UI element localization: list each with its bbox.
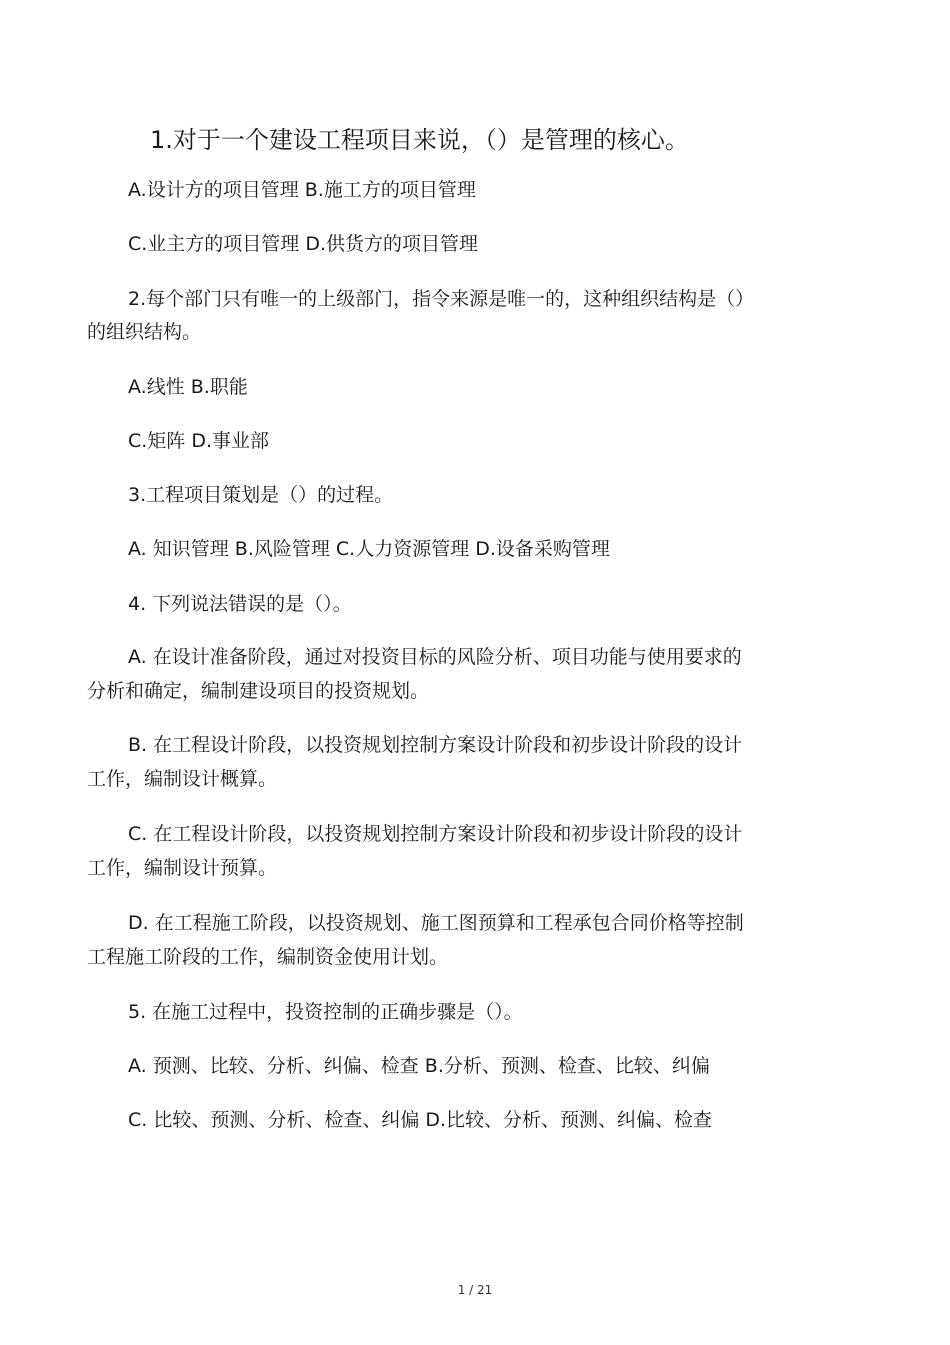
question-1-options-ab: A.设计方的项目管理 B.施工方的项目管理 (128, 179, 476, 201)
page-number: 1 / 21 (457, 1283, 493, 1297)
question-2-options-ab: A.线性 B.职能 (128, 376, 248, 398)
question-5-stem: 5. 在施工过程中，投资控制的正确步骤是（）。 (128, 1001, 523, 1023)
question-2-stem-line-1: 2.每个部门只有唯一的上级部门，指令来源是唯一的，这种组织结构是（） (128, 288, 755, 310)
question-2-options-cd: C.矩阵 D.事业部 (128, 430, 270, 452)
question-4-stem: 4. 下列说法错误的是（）。 (128, 593, 352, 615)
question-4-option-a-line-2: 分析和确定，编制建设项目的投资规划。 (87, 680, 430, 702)
question-4-option-c-line-2: 工作，编制设计预算。 (87, 857, 278, 879)
question-2-stem-line-2: 的组织结构。 (87, 321, 202, 343)
question-4-option-c-line-1: C. 在工程设计阶段，以投资规划控制方案设计阶段和初步设计阶段的设计 (128, 823, 743, 845)
question-4-option-d-line-2: 工程施工阶段的工作，编制资金使用计划。 (87, 946, 449, 968)
question-4-option-a-line-1: A. 在设计准备阶段，通过对投资目标的风险分析、项目功能与使用要求的 (128, 646, 742, 668)
question-5-options-cd: C. 比较、预测、分析、检查、纠偏 D.比较、分析、预测、纠偏、检查 (128, 1109, 713, 1131)
question-4-option-d-line-1: D. 在工程施工阶段，以投资规划、施工图预算和工程承包合同价格等控制 (128, 912, 744, 934)
question-1-title: 1.对于一个建设工程项目来说，（）是管理的核心。 (150, 126, 689, 154)
question-4-option-b-line-1: B. 在工程设计阶段，以投资规划控制方案设计阶段和初步设计阶段的设计 (128, 734, 743, 756)
question-5-options-ab: A. 预测、比较、分析、纠偏、检查 B.分析、预测、检查、比较、纠偏 (128, 1055, 710, 1077)
question-1-options-cd: C.业主方的项目管理 D.供货方的项目管理 (128, 233, 479, 255)
question-4-option-b-line-2: 工作，编制设计概算。 (87, 768, 278, 790)
question-3-stem: 3.工程项目策划是（）的过程。 (128, 484, 394, 506)
question-3-options: A. 知识管理 B.风险管理 C.人力资源管理 D.设备采购管理 (128, 538, 610, 560)
